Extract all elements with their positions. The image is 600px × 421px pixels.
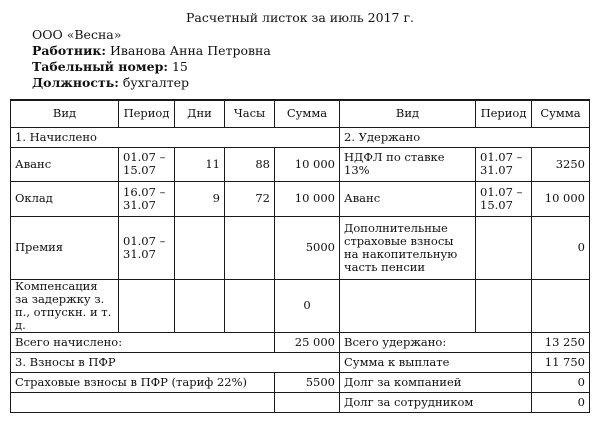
table-row bbox=[11, 147, 590, 181]
position-value: бухгалтер bbox=[122, 75, 190, 90]
total-withheld-label: Всего удержано: bbox=[340, 332, 532, 352]
accrued-days: 9 bbox=[175, 181, 225, 216]
employee-name: Иванова Анна Петровна bbox=[109, 43, 271, 58]
header-sum: Сумма bbox=[275, 100, 340, 127]
total-withheld-value: 13 250 bbox=[532, 332, 590, 352]
withheld-sum bbox=[532, 279, 590, 332]
pfr-row bbox=[11, 372, 590, 392]
header-withheld-kind: Вид bbox=[340, 100, 476, 127]
withheld-period bbox=[476, 279, 532, 332]
withheld-kind: Дополнительные страховые взносы на накопительную часть пенсии bbox=[340, 216, 476, 279]
accrued-sum: 10 000 bbox=[275, 147, 340, 181]
table-row bbox=[11, 216, 590, 279]
header-withheld-sum: Сумма bbox=[532, 100, 590, 127]
section-withheld: 2. Удержано bbox=[340, 127, 590, 147]
accrued-hours bbox=[225, 279, 275, 332]
withheld-sum: 0 bbox=[532, 216, 590, 279]
company-debt-value: 0 bbox=[532, 372, 590, 392]
withheld-kind: Аванс bbox=[340, 181, 476, 216]
accrued-kind: Аванс bbox=[11, 147, 119, 181]
employee-debt-label: Долг за сотрудником bbox=[340, 392, 532, 412]
payout-label: Сумма к выплате bbox=[340, 352, 532, 372]
withheld-sum: 3250 bbox=[532, 147, 590, 181]
totals-row bbox=[11, 332, 590, 352]
empty-cell bbox=[11, 392, 275, 412]
tab-number-label: Табельный номер: bbox=[32, 59, 168, 74]
company-debt-label: Долг за компанией bbox=[340, 372, 532, 392]
accrued-period: 01.07 – 31.07 bbox=[119, 216, 175, 279]
accrued-period: 01.07 – 15.07 bbox=[119, 147, 175, 181]
accrued-period bbox=[119, 279, 175, 332]
debt-row bbox=[11, 392, 590, 412]
accrued-sum: 5000 bbox=[275, 216, 340, 279]
pfr-section-row bbox=[11, 352, 590, 372]
accrued-hours: 72 bbox=[225, 181, 275, 216]
withheld-sum: 10 000 bbox=[532, 181, 590, 216]
employee-line bbox=[32, 43, 271, 59]
section-accrued: 1. Начислено bbox=[11, 127, 340, 147]
position-line bbox=[32, 75, 189, 91]
tab-number-line bbox=[32, 59, 188, 75]
employee-debt-value: 0 bbox=[532, 392, 590, 412]
total-accrued-label: Всего начислено: bbox=[11, 332, 275, 352]
table-row bbox=[11, 279, 590, 332]
payout-value: 11 750 bbox=[532, 352, 590, 372]
accrued-days bbox=[175, 216, 225, 279]
pfr-value: 5500 bbox=[275, 372, 340, 392]
pfr-label: Страховые взносы в ПФР (тариф 22%) bbox=[11, 372, 275, 392]
accrued-kind: Оклад bbox=[11, 181, 119, 216]
payslip-table bbox=[10, 99, 590, 413]
accrued-hours bbox=[225, 216, 275, 279]
accrued-days: 11 bbox=[175, 147, 225, 181]
tab-number-value: 15 bbox=[171, 59, 188, 74]
accrued-period: 16.07 – 31.07 bbox=[119, 181, 175, 216]
employee-label: Работник: bbox=[32, 43, 106, 58]
total-accrued-value: 25 000 bbox=[275, 332, 340, 352]
withheld-kind: НДФЛ по ставке 13% bbox=[340, 147, 476, 181]
accrued-kind: Компенсация за задержку з. п., отпускн. и т. д. bbox=[11, 279, 119, 332]
header-hours: Часы bbox=[225, 100, 275, 127]
section-row bbox=[11, 127, 590, 147]
accrued-sum: 10 000 bbox=[275, 181, 340, 216]
header-withheld-period: Период bbox=[476, 100, 532, 127]
table-row bbox=[11, 181, 590, 216]
withheld-period: 01.07 – 31.07 bbox=[476, 147, 532, 181]
accrued-sum: 0 bbox=[275, 279, 340, 332]
org-name: ООО «Весна» bbox=[32, 27, 122, 42]
accrued-days bbox=[175, 279, 225, 332]
withheld-kind bbox=[340, 279, 476, 332]
header-period: Период bbox=[119, 100, 175, 127]
header-row bbox=[11, 100, 590, 127]
position-label: Должность: bbox=[32, 75, 119, 90]
header-days: Дни bbox=[175, 100, 225, 127]
accrued-hours: 88 bbox=[225, 147, 275, 181]
header-kind: Вид bbox=[11, 100, 119, 127]
withheld-period: 01.07 – 15.07 bbox=[476, 181, 532, 216]
empty-cell bbox=[275, 392, 340, 412]
payslip-title: Расчетный листок за июль 2017 г. bbox=[185, 10, 414, 25]
section-pfr: 3. Взносы в ПФР bbox=[11, 352, 340, 372]
withheld-period bbox=[476, 216, 532, 279]
accrued-kind: Премия bbox=[11, 216, 119, 279]
